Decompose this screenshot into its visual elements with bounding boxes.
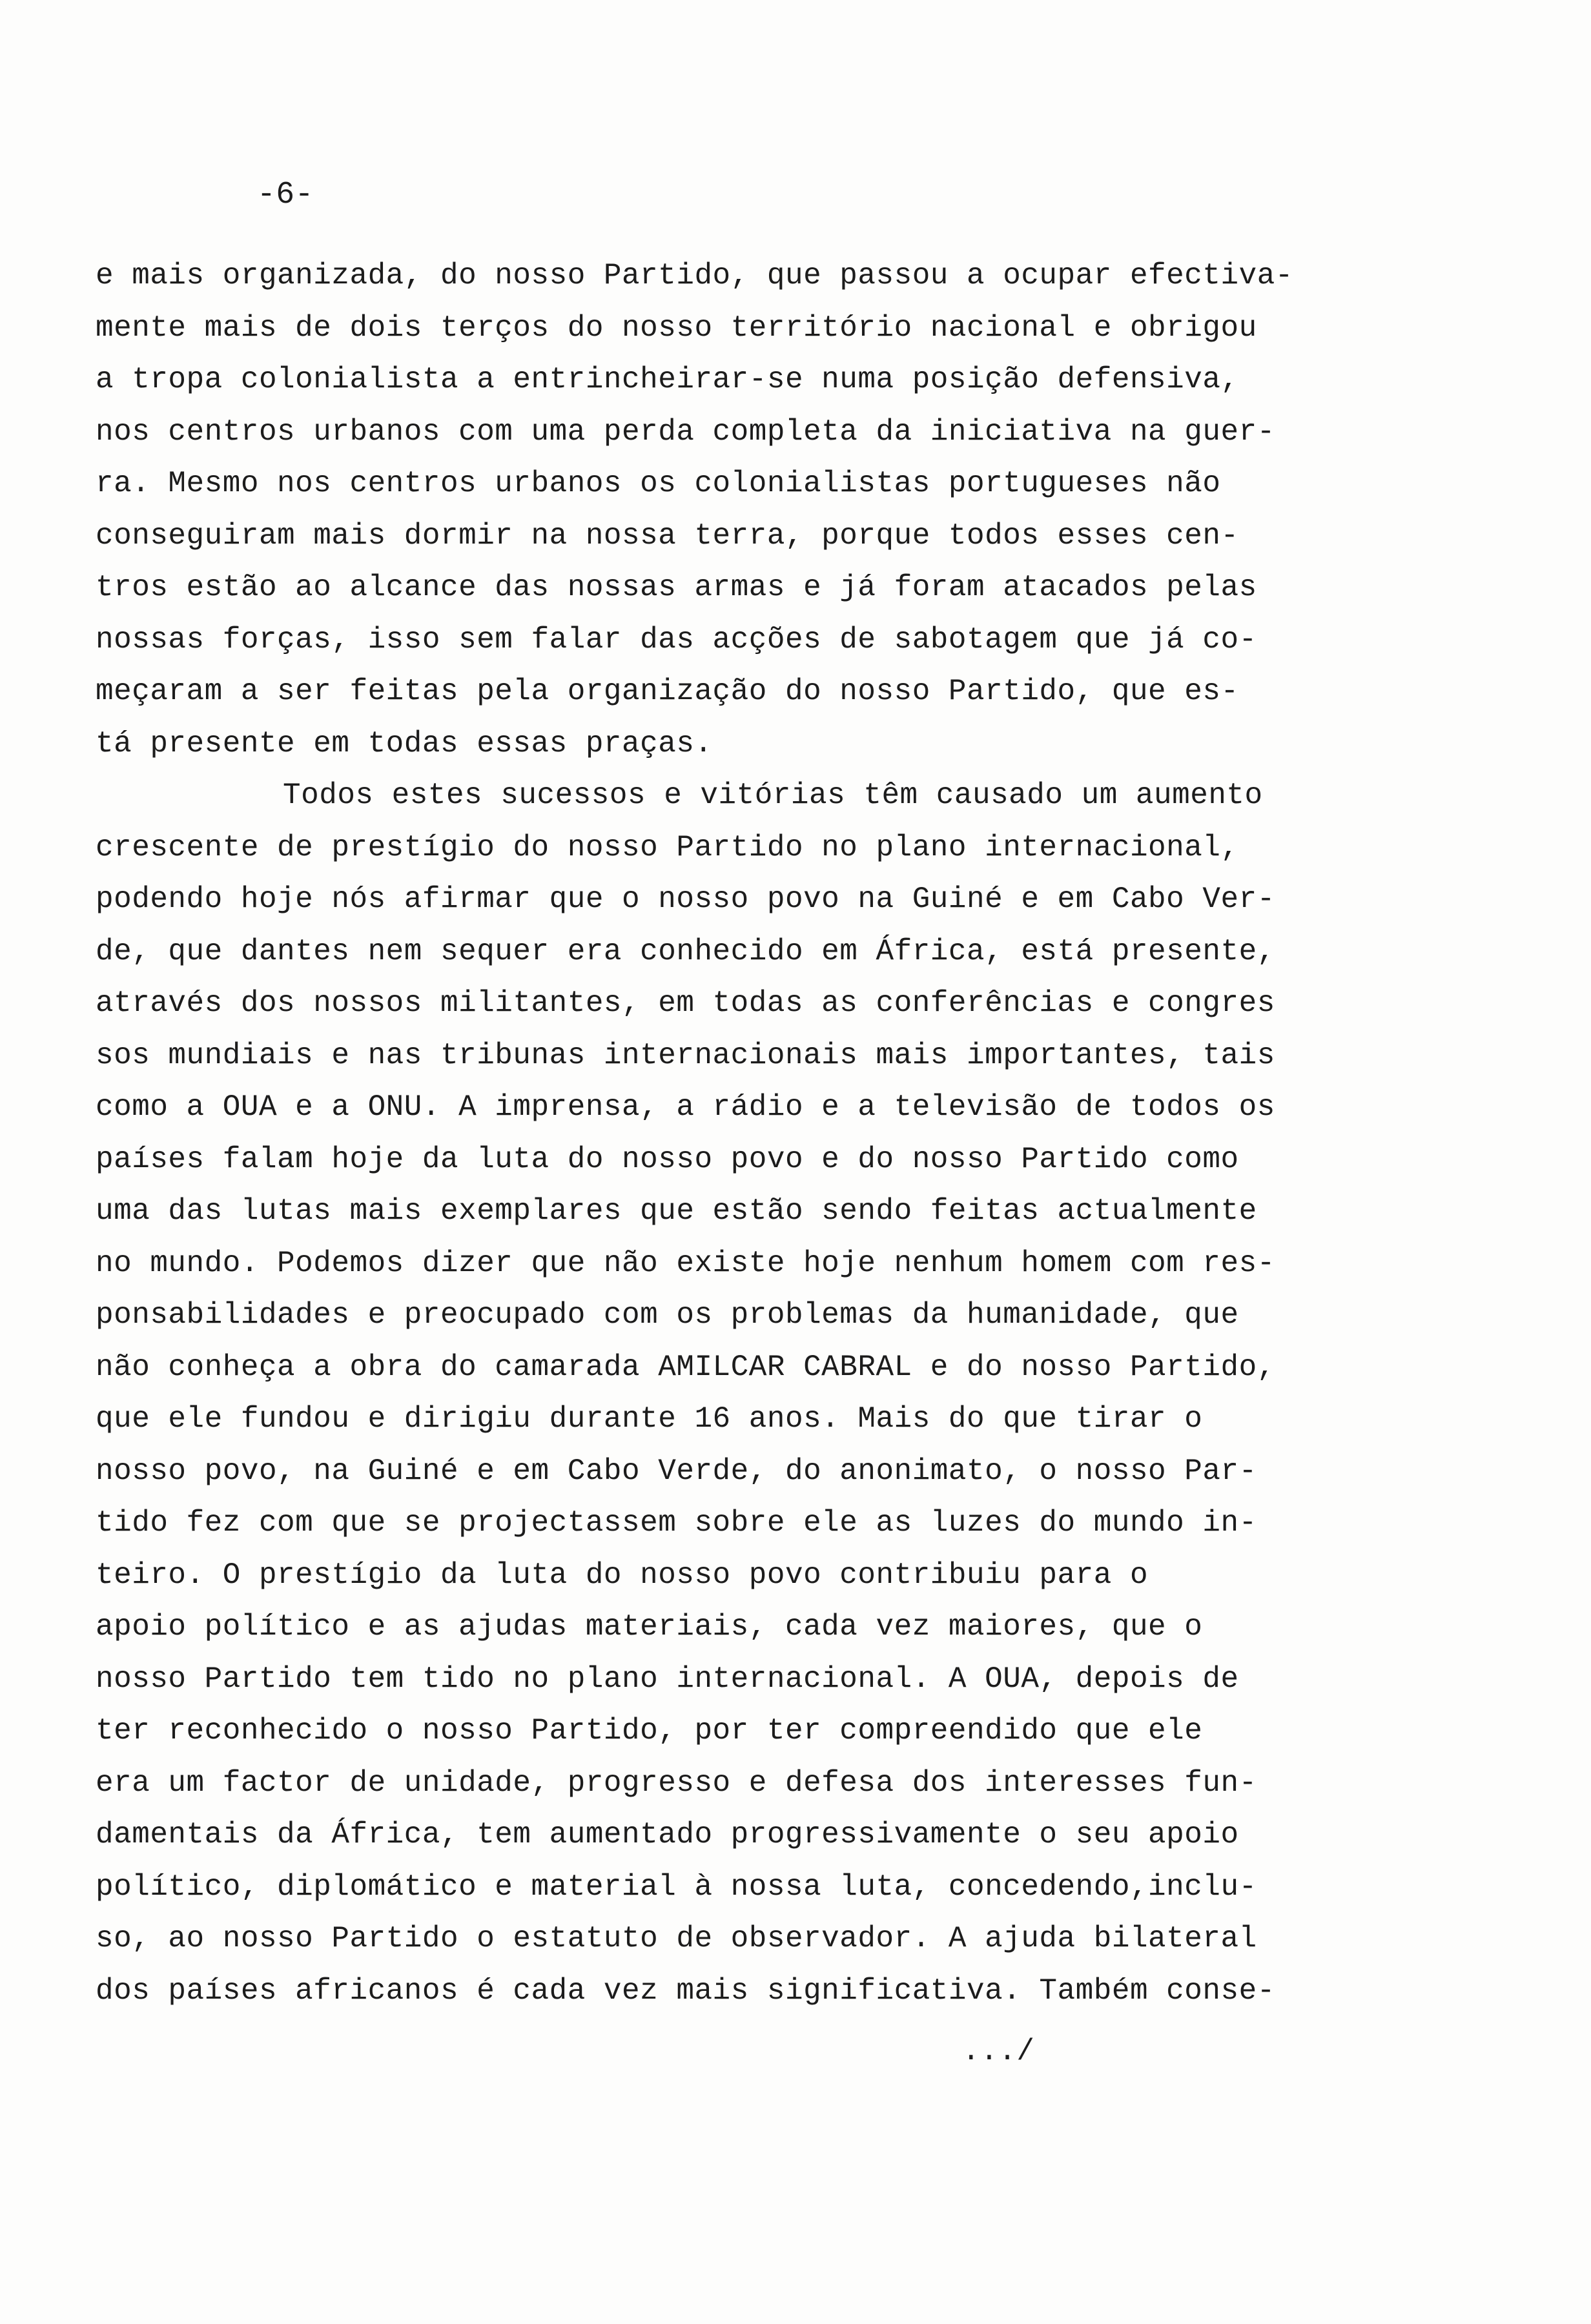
text-line: tros estão ao alcance das nossas armas e já foram atacados pelas <box>96 571 1257 604</box>
text-line: político, diplomático e material à nossa luta, concedendo,inclu- <box>96 1870 1257 1904</box>
text-line: podendo hoje nós afirmar que o nosso povo na Guiné e em Cabo Ver- <box>96 882 1275 916</box>
text-line: uma das lutas mais exemplares que estão sendo feitas actualmente <box>96 1194 1257 1228</box>
text-line: ter reconhecido o nosso Partido, por ter compreendido que ele <box>96 1714 1203 1748</box>
text-line: países falam hoje da luta do nosso povo e do nosso Partido como <box>96 1142 1239 1176</box>
text-line: de, que dantes nem sequer era conhecido em África, está presente, <box>96 934 1275 968</box>
text-line: damentais da África, tem aumentado progressivamente o seu apoio <box>96 1818 1239 1851</box>
text-line: crescente de prestígio do nosso Partido no plano internacional, <box>96 830 1239 864</box>
text-line: dos países africanos é cada vez mais significativa. Também conse- <box>96 1973 1275 2008</box>
text-line: tido fez com que se projectassem sobre ele as luzes do mundo in- <box>96 1506 1257 1540</box>
text-line: Todos estes sucessos e vitórias têm causado um aumento <box>283 779 1263 812</box>
text-line: que ele fundou e dirigiu durante 16 anos. Mais do que tirar o <box>96 1402 1203 1436</box>
text-line: conseguiram mais dormir na nossa terra, porque todos esses cen- <box>96 518 1239 553</box>
text-line: nos centros urbanos com uma perda completa da iniciativa na guer- <box>96 414 1275 449</box>
text-line: apoio político e as ajudas materiais, cada vez maiores, que o <box>96 1610 1203 1644</box>
text-line: e mais organizada, do nosso Partido, que passou a ocupar efectiva- <box>96 259 1293 292</box>
page-number: -6- <box>257 178 314 212</box>
text-line: tá presente em todas essas praças. <box>96 726 713 760</box>
text-line: através dos nossos militantes, em todas as conferências e congres <box>96 986 1275 1020</box>
text-line: nosso Partido tem tido no plano internacional. A OUA, depois de <box>96 1662 1239 1696</box>
text-line: so, ao nosso Partido o estatuto de observador. A ajuda bilateral <box>96 1922 1257 1955</box>
text-line: como a OUA e a ONU. A imprensa, a rádio e a televisão de todos os <box>96 1090 1275 1124</box>
body-text <box>96 250 1355 2017</box>
text-line: nosso povo, na Guiné e em Cabo Verde, do anonimato, o nosso Par- <box>96 1454 1257 1488</box>
text-line: nossas forças, isso sem falar das acções de sabotagem que já co- <box>96 622 1257 657</box>
text-line: sos mundiais e nas tribunas internacionais mais importantes, tais <box>96 1038 1275 1072</box>
continuation-mark: .../ <box>962 2035 1035 2068</box>
text-line: ra. Mesmo nos centros urbanos os colonialistas portugueses não <box>96 467 1221 500</box>
text-line: a tropa colonialista a entrincheirar-se numa posição defensiva, <box>96 363 1239 396</box>
text-line: era um factor de unidade, progresso e defesa dos interesses fun- <box>96 1766 1257 1800</box>
text-line: não conheça a obra do camarada AMILCAR CABRAL e do nosso Partido, <box>96 1350 1275 1384</box>
text-line: no mundo. Podemos dizer que não existe hoje nenhum homem com res- <box>96 1246 1275 1280</box>
text-line: meçaram a ser feitas pela organização do nosso Partido, que es- <box>96 675 1239 708</box>
text-line: mente mais de dois terços do nosso território nacional e obrigou <box>96 311 1257 345</box>
text-line: ponsabilidades e preocupado com os problemas da humanidade, que <box>96 1298 1239 1332</box>
text-line: teiro. O prestígio da luta do nosso povo contribuiu para o <box>96 1558 1149 1592</box>
